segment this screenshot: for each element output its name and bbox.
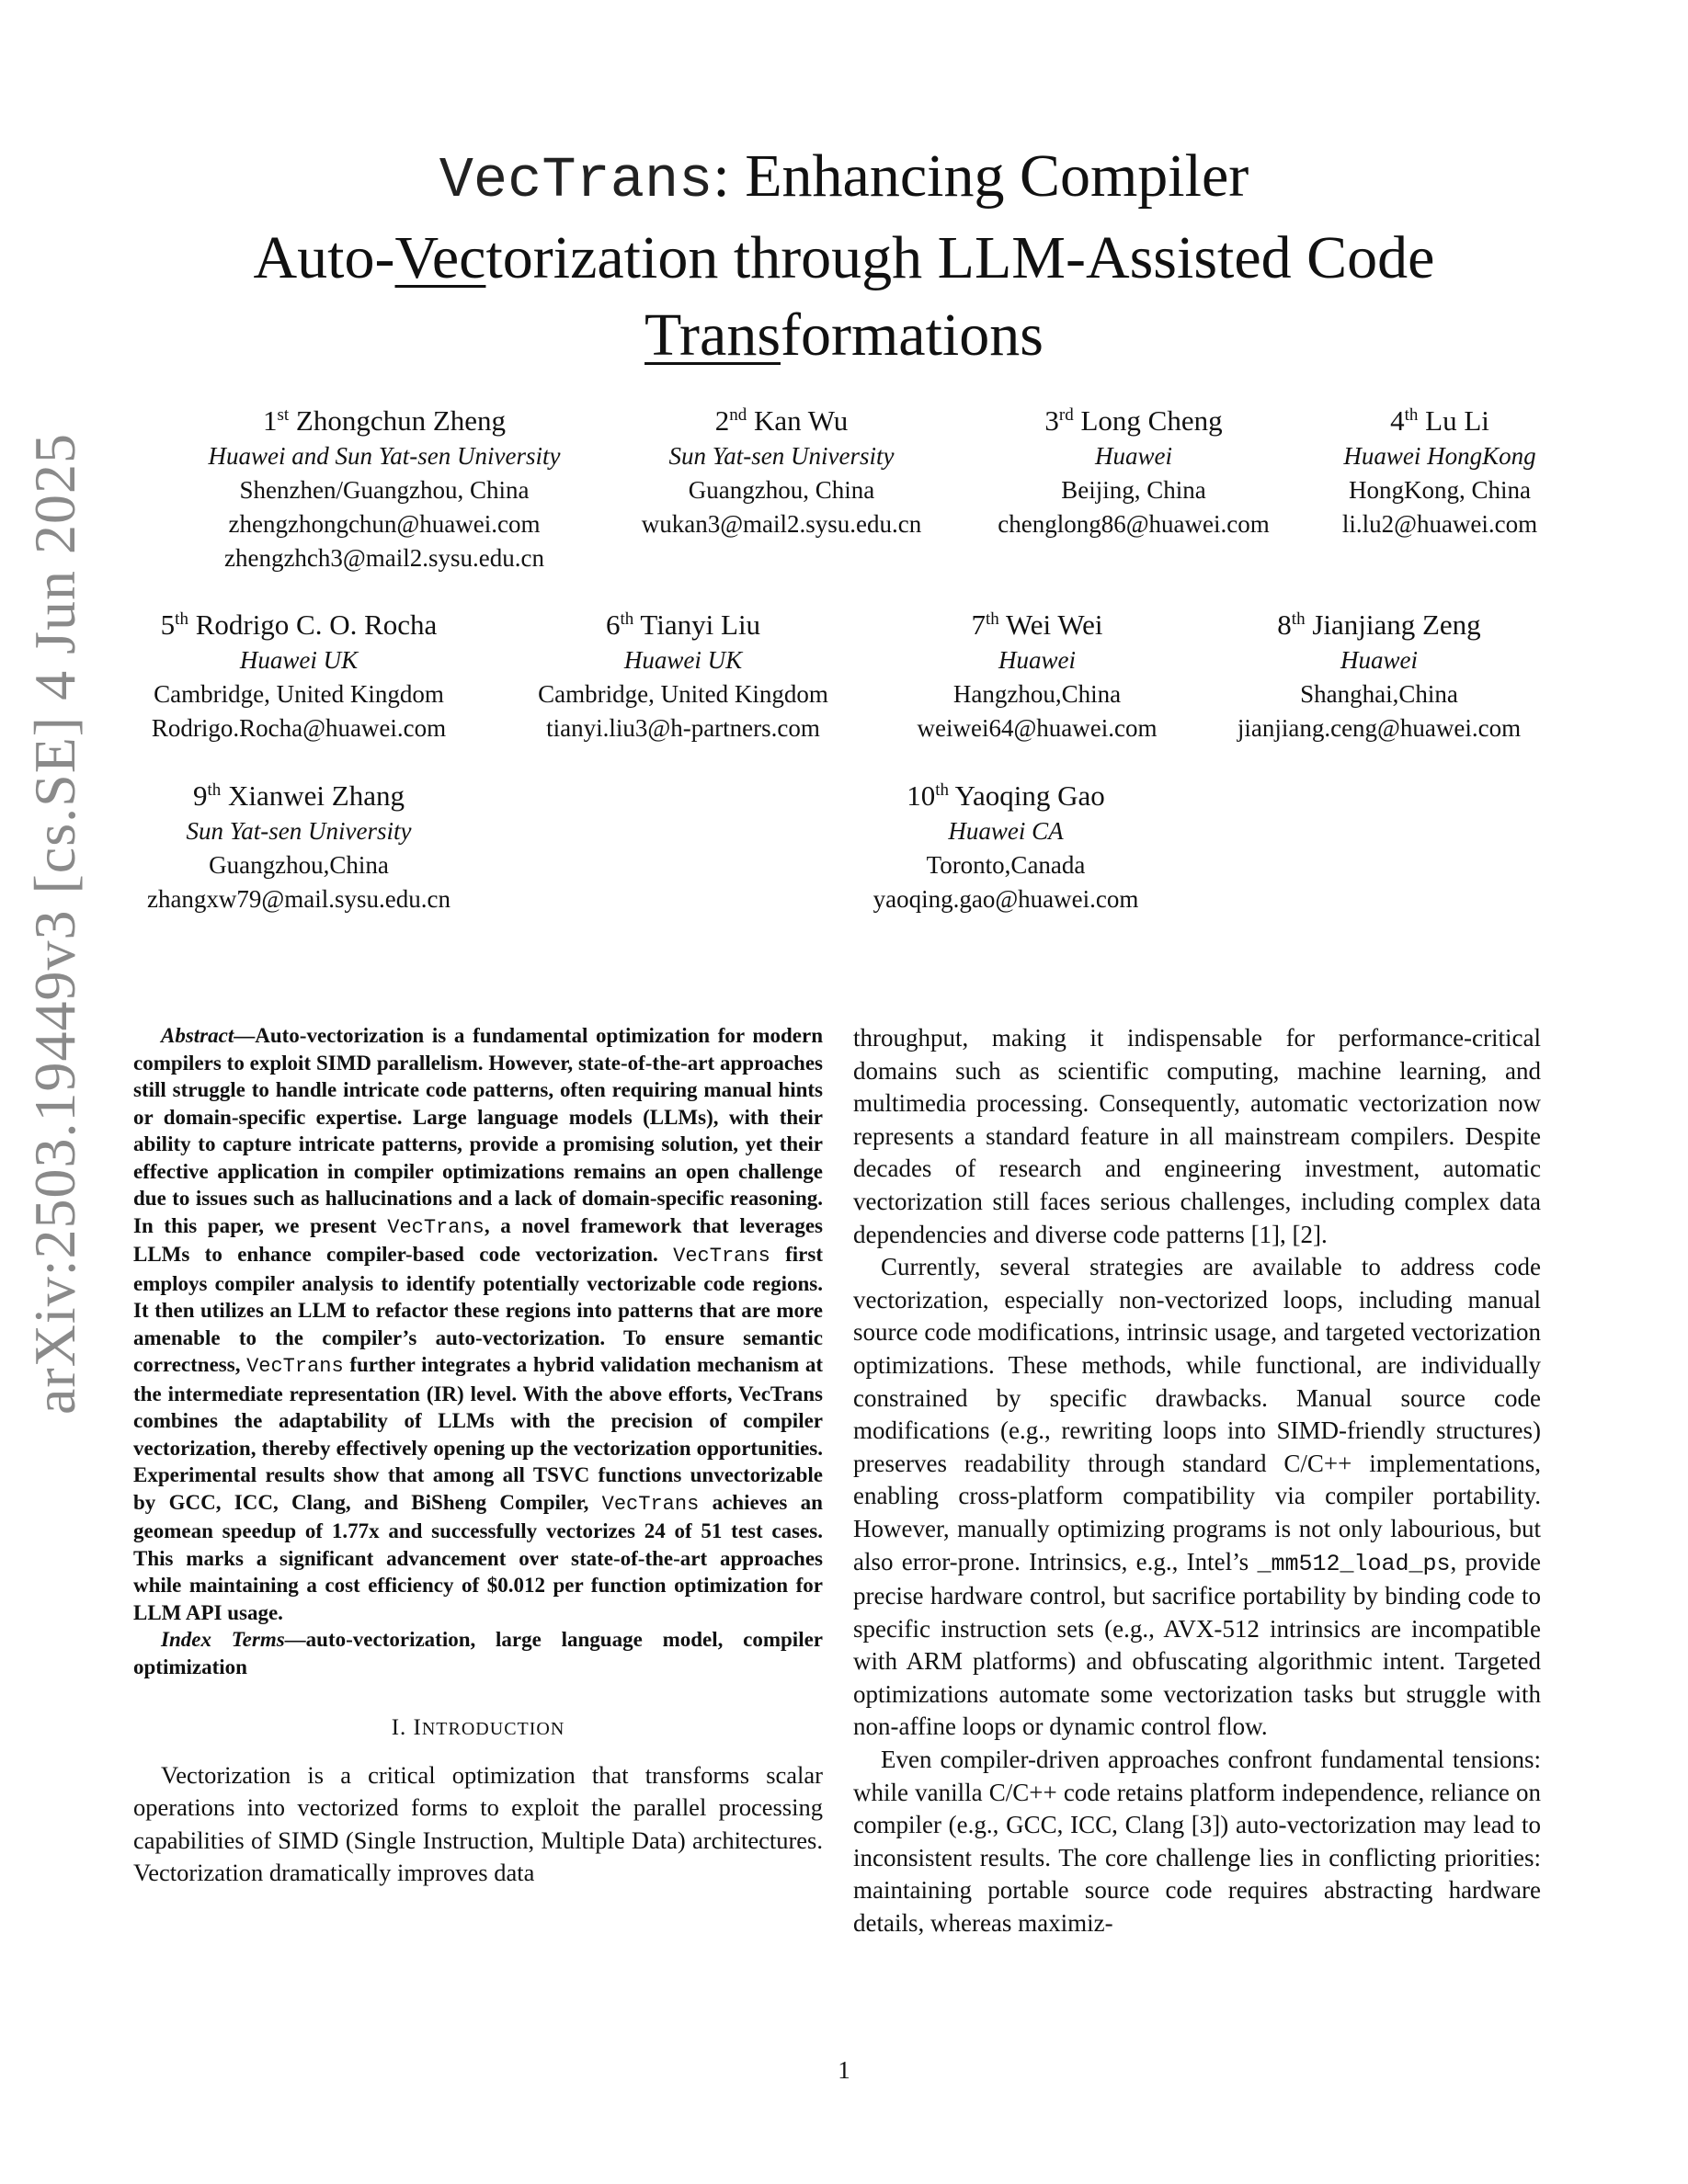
paragraph-continued: throughput, making it indispensable for performance-critical domains such as scientific computing, machine learning, and multimedia processing. Consequently, automatic vectorization now represents a standard feature in all mainstream compilers. Despite decades of research and engineering investment, automatic vectorization still faces serious challenges, including complex data dependencies and diverse code patterns [1], [2].: [853, 1024, 1541, 1248]
paragraph-strategies: Currently, several strategies are available to address code vectorization, especially non-vectorized loops, including manual source code modifications, intrinsic usage, and targeted vectorization optimizations. These methods, while functional, are individually constrained by specific drawbacks. Manual source code modifications (e.g., rewriting loops into SIMD-friendly structures) preserves readability through standard C/C++ implementations, enabling cross-platform compatibility via compiler portability. However, manually optimizing programs is not only labourious, but also error-prone. Intrinsics, e.g., Intel’s _mm512_load_ps, provide precise hardware control, but sacrifice portability by binding code to specific instruction sets (e.g., AVX-512 intrinsics are incompatible with ARM platforms) and obfuscating algorithmic intent. Targeted optimizations automate some vectorization tasks but struggle with non-affine loops or dynamic control flow.: [853, 1253, 1541, 1741]
author-location: Hangzhou,China: [952, 680, 1122, 708]
title-line-3-text: formations: [781, 301, 1044, 369]
system-name: VecTrans: [246, 1355, 344, 1378]
author-email: tianyi.liu3@h-partners.com: [546, 714, 820, 742]
abstract: Abstract—Auto-vectorization is a fundamental optimization for modern compilers to exploit SIMD parallelism. However, state-of-the-art approaches still struggle to handle intricate code patterns, often requiring manual hints or domain-specific expertise. Large language models (LLMs), with their ability to capture intricate patterns, provide a promising solution, yet their effective application in compiler optimizations remains an open challenge due to issues such as hallucinations and a lack of domain-specific reasoning. In this paper, we present VecTrans, a novel framework that leverages LLMs to enhance compiler-based code vectorization. VecTrans first employs compiler analysis to identify potentially vectorizable code regions. It then utilizes an LLM to refactor these regions into patterns that are more amenable to the compiler’s auto-vectorization. To ensure semantic correctness, VecTrans further integrates a hybrid validation mechanism at the intermediate representation (IR) level. With the above efforts, VecTrans combines the adaptability of LLMs with the precision of compiler vectorization, thereby effectively opening up the vectorization opportunities. Experimental results show that among all TSVC functions unvectorizable by GCC, ICC, Clang, and BiSheng Compiler, VecTrans achieves an geomean speedup of 1.77x and successfully vectorizes 24 of 51 test cases. This marks a significant advancement over state-of-the-art approaches while maintaining a cost efficiency of $0.012 per function optimization for LLM API usage.: [133, 1024, 823, 1624]
author-email: Rodrigo.Rocha@huawei.com: [151, 714, 447, 742]
author-name: 7th Wei Wei: [971, 609, 1103, 641]
author-location: HongKong, China: [1348, 476, 1531, 504]
author-affiliation: Huawei: [998, 646, 1076, 674]
right-column: [853, 1022, 1541, 1940]
author-block-2: [642, 403, 922, 541]
title-line-1: [0, 138, 1688, 220]
left-column: [133, 1022, 823, 1890]
title-underlined-vec: Vec: [394, 224, 486, 291]
index-terms-heading: Index Terms: [161, 1628, 285, 1651]
author-name: 5th Rodrigo C. O. Rocha: [160, 609, 438, 641]
arxiv-identifier-stamp: arXiv:2503.19449v3 [cs.SE] 4 Jun 2025: [22, 432, 87, 1416]
author-name: 6th Tianyi Liu: [605, 609, 761, 641]
author-block-10: [873, 778, 1139, 916]
author-email: chenglong86@huawei.com: [998, 510, 1270, 538]
author-email: weiwei64@huawei.com: [917, 714, 1158, 742]
author-affiliation: Huawei: [1094, 442, 1172, 470]
author-affiliation: Huawei CA: [948, 817, 1064, 845]
author-block-8: [1237, 607, 1521, 745]
author-email-secondary: zhengzhch3@mail2.sysu.edu.cn: [223, 544, 545, 572]
author-name: 9th Xianwei Zhang: [193, 779, 405, 812]
author-email: jianjiang.ceng@huawei.com: [1237, 714, 1522, 742]
author-email: li.lu2@huawei.com: [1341, 510, 1538, 538]
author-affiliation: Sun Yat-sen University: [186, 817, 412, 845]
author-affiliation: Huawei UK: [623, 646, 743, 674]
author-block-7: [917, 607, 1157, 745]
author-email: yaoqing.gao@huawei.com: [873, 885, 1139, 913]
author-location: Guangzhou,China: [209, 851, 389, 879]
author-block-4: [1342, 403, 1537, 541]
author-block-5: [152, 607, 446, 745]
author-location: Cambridge, United Kingdom: [154, 680, 444, 708]
title-system-name: VecTrans: [439, 148, 713, 213]
system-name: VecTrans: [601, 1492, 700, 1516]
author-affiliation: Huawei UK: [239, 646, 359, 674]
author-email: zhangxw79@mail.sysu.edu.cn: [146, 885, 451, 913]
author-block-1: [209, 403, 561, 575]
author-email: zhengzhongchun@huawei.com: [228, 510, 541, 538]
paragraph-compiler-tensions: Even compiler-driven approaches confront fundamental tensions: while vanilla C/C++ code retains platform independence, reliance on compiler (e.g., GCC, ICC, Clang [3]) auto-vectorization may lead to inconsistent results. The core challenge lies in conflicting priorities: maintaining portable source code requires abstracting hardware details, whereas maximiz-: [853, 1746, 1541, 1938]
intro-paragraph: Vectorization is a critical optimization that transforms scalar operations into vectorized forms to exploit the parallel processing capabilities of SIMD (Single Instruction, Multiple Data) architectures. Vectorization dramatically improves data: [133, 1760, 823, 1886]
section-heading-introduction: I. INTRODUCTION: [391, 1715, 565, 1740]
author-email: wukan3@mail2.sysu.edu.cn: [641, 510, 922, 538]
system-name: VecTrans: [387, 1215, 485, 1239]
title-line-3: [0, 297, 1688, 374]
author-name: 4th Lu Li: [1390, 404, 1489, 437]
title-line-2-text: torization through LLM-Assisted Code: [485, 224, 1435, 291]
author-location: Beijing, China: [1061, 476, 1206, 504]
paper-title: [0, 138, 1688, 374]
author-affiliation: Huawei HongKong: [1343, 442, 1536, 470]
author-location: Shenzhen/Guangzhou, China: [239, 476, 530, 504]
title-underlined-trans: Trans: [644, 301, 781, 369]
author-affiliation: Sun Yat-sen University: [668, 442, 895, 470]
title-line-2: [0, 220, 1688, 297]
author-location: Cambridge, United Kingdom: [538, 680, 828, 708]
author-name: 3rd Long Cheng: [1044, 404, 1223, 437]
author-name: 2nd Kan Wu: [714, 404, 849, 437]
author-affiliation: Huawei and Sun Yat-sen University: [208, 442, 561, 470]
title-line-1-text: : Enhancing Compiler: [713, 142, 1249, 210]
author-location: Shanghai,China: [1300, 680, 1458, 708]
page-number: 1: [838, 2056, 850, 2084]
intrinsic-code: _mm512_load_ps: [1257, 1550, 1451, 1577]
title-line-2-prefix: Auto-: [253, 224, 395, 291]
abstract-heading: Abstract: [161, 1024, 234, 1047]
index-terms: Index Terms—auto-vectorization, large language model, compiler optimization: [133, 1628, 824, 1678]
author-affiliation: Huawei: [1340, 646, 1418, 674]
author-name: 1st Zhongchun Zheng: [262, 404, 507, 437]
author-location: Guangzhou, China: [688, 476, 875, 504]
author-block-9: [147, 778, 451, 916]
author-name: 8th Jianjiang Zeng: [1277, 609, 1481, 641]
author-name: 10th Yaoqing Gao: [907, 779, 1105, 812]
author-block-3: [998, 403, 1270, 541]
author-location: Toronto,Canada: [926, 851, 1086, 879]
author-block-6: [538, 607, 828, 745]
system-name: VecTrans: [673, 1245, 770, 1268]
